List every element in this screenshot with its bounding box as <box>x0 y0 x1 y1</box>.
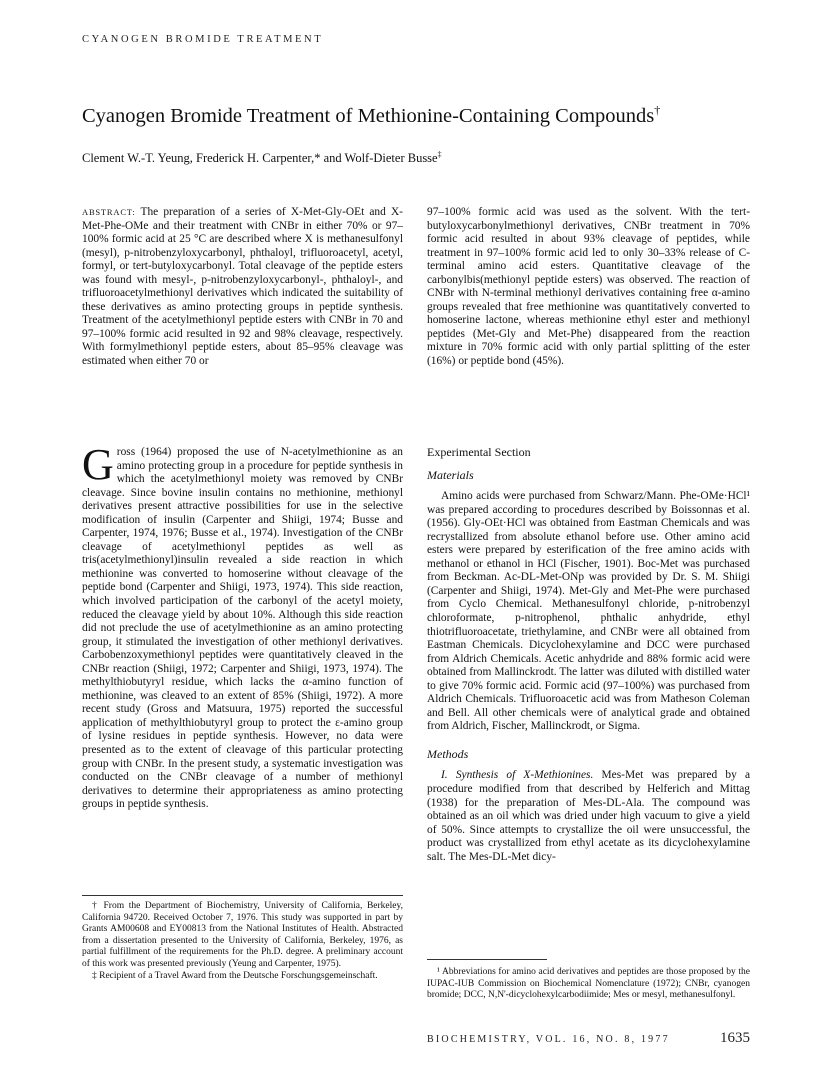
footnote-abbreviations: ¹ Abbreviations for amino acid derivatives and peptides are those proposed by the IUPAC-IUB Commission on Biochemical Nomenclature (1972); CNBr, cyanogen bromide; DCC, N,N'-dicyclohexylcarbodiimide; Mes or mesyl, methanesulfonyl. <box>427 967 750 1001</box>
methods-subhead: I. Synthesis of X-Methionines. <box>441 769 594 782</box>
footnote-travel-award: ‡ Recipient of a Travel Award from the Deutsche Forschungsgemeinschaft. <box>92 970 378 981</box>
footnotes-left <box>82 901 403 982</box>
abstract-label: ABSTRACT: <box>82 207 136 217</box>
intro-text: ross (1964) proposed the use of N-acetylmethionine as an amino protecting group in a procedure for peptide synthesis in which the acetylmethionyl moiety was removed by CNBr cleavage. Since bovine insulin contains no methionine, methionyl derivatives present attractive possibilities for use in the selective modification of insulin (Carpenter and Shiigi, 1974; Busse and Carpenter, 1974, 1976; Busse et al., 1974). Investigation of the CNBr cleavage of acetylmethionyl peptides as well as tris(acetylmethionyl)insulin revealed a side reaction in which methionine was converted to homoserine without cleavage of the peptide bond (Carpenter and Shiigi, 1973, 1974). This side reaction, which involved participation of the carbonyl of the acetyl moiety, reduced the cleavage yield by about 10%. Although this side reaction did not preclude the use of acetylmethionine as an amino protecting group, it stimulated the investigation of other methionyl derivatives. Carbobenzoxymethionyl peptides were quantitatively cleaved in the CNBr reaction (Shiigi, 1972; Carpenter and Shiigi, 1973, 1974). The methylthiobutyryl residue, which lacks the α-amino function of methionine, was cleaved to an extent of 85% (Shiigi, 1972). A more recent study (Gross and Matsuura, 1975) reported the successful application of methylthiobutyryl group to protect the ε-amino group of lysine residues in peptide synthesis. However, no data were presented as to the extent of cleavage of this particular protecting group with CNBr. In the present study, a systematic investigation was conducted on the CNBr cleavage of a number of methionyl derivatives to determine their appropriateness as amino protecting groups in peptide synthesis. <box>82 446 403 811</box>
drop-cap: G <box>82 440 114 489</box>
methods-paragraph <box>427 769 750 864</box>
journal-citation: BIOCHEMISTRY, VOL. 16, NO. 8, 1977 <box>427 1034 670 1045</box>
running-header: CYANOGEN BROMIDE TREATMENT <box>82 34 324 45</box>
intro-column <box>82 440 403 812</box>
author-list <box>82 150 762 166</box>
materials-paragraph: Amino acids were purchased from Schwarz/Mann. Phe-OMe·HCl¹ was prepared according to procedures described by Boissonnas et al. (1956). Gly-OEt·HCl was obtained from Eastman Chemicals and was recrystallized from absolute ethanol before use. Other amino acid esters were prepared by esterification of the free amino acids with methanol or ethanol in HCl (Fischer, 1901). Boc-Met was purchased from Beckman. Ac-DL-Met-ONp was provided by Dr. S. M. Shiigi (Carpenter and Shiigi, 1974). Met-Gly and Met-Phe were purchased from Cyclo Chemical. Methanesulfonyl chloride, p-nitrobenzyl chloroformate, p-nitrophenol, phthalic anhydride, ethyl thiotrifluoroacetate, triethylamine, and CNBr were all obtained from Eastman Chemicals. Dicyclohexylamine and DCC were purchased from Aldrich Chemicals. Acetic anhydride and 88% formic acid were obtained from Mallinckrodt. The latter was diluted with distilled water to give 70% formic acid. Formic acid (97–100%) was purchased from Aldrich Chemicals. Trifluoroacetic acid was from Matheson Coleman and Bell. All other chemicals were of analytical grade and obtained from Aldrich, Fischer, Mallinckrodt, or Sigma. <box>427 490 750 733</box>
article-title <box>82 103 762 128</box>
abstract-left-text: The preparation of a series of X-Met-Gly-OEt and X-Met-Phe-OMe and their treatment with CNBr in either 70% or 97–100% formic acid at 25 °C are described where X is methanesulfonyl (mesyl), p-nitrobenzyloxycarbonyl, phthaloyl, trifluoroacetyl, acetyl, formyl, or tert-butyloxycarbonyl. Total cleavage of the peptide esters was found with mesyl-, p-nitrobenzyloxycarbonyl-, phthaloyl-, and trifluoroacetylmethionyl derivatives which indicated the suitability of these derivatives as amino protecting groups in peptide synthesis. Treatment of the acetylmethionyl peptide esters with CNBr in 70 and 97–100% formic acid resulted in 92 and 98% cleavage, respectively. With formylmethionyl peptide esters, about 85–95% cleavage was estimated when either 70 or <box>82 206 403 368</box>
page-number: 1635 <box>720 1030 750 1046</box>
abstract-right-column <box>427 206 750 369</box>
footnote-affiliation: † From the Department of Biochemistry, University of California, Berkeley, California 94720. Received October 7, 1976. This study was supported in part by Grants AM00608 and EY00813 from the National Institutes of Health. Abstracted from a dissertation presented to the University of California, Berkeley, 1976, as partial fulfillment of the requirements for the Ph.D. degree. A preliminary account of this work was presented previously (Yeung and Carpenter, 1975). <box>82 901 403 969</box>
authors-footnote-mark: ‡ <box>437 150 442 159</box>
title-text: Cyanogen Bromide Treatment of Methionine-Containing Compounds <box>82 104 655 127</box>
footnote-divider-left <box>82 895 403 896</box>
abstract-right-text: 97–100% formic acid was used as the solvent. With the tert-butyloxycarbonylmethionyl derivatives, CNBr treatment in 70% formic acid resulted in about 93% cleavage of peptides, while treatment in 97–100% formic acid led to only 30–33% release of C-terminal amino acid esters. Quantitative cleavage of the carbonylbis(methionyl peptide esters) was observed. The reaction of CNBr with N-terminal methionyl derivatives containing free α-amino groups revealed that free methionine was quantitatively converted to homoserine lactone, whereas methionine ethyl ester and methionyl peptides (Met-Gly and Met-Phe) disappeared from the reaction mixture in 70% formic acid with only partial splitting of the ester (16%) or peptide bond (45%). <box>427 206 750 368</box>
authors-text: Clement W.-T. Yeung, Frederick H. Carpenter,* and Wolf-Dieter Busse <box>82 151 438 166</box>
footnotes-right <box>427 967 750 1002</box>
abstract-left-column <box>82 206 403 369</box>
materials-heading: Materials <box>427 467 474 482</box>
experimental-column <box>427 446 750 864</box>
title-footnote-mark: † <box>654 103 661 117</box>
experimental-heading: Experimental Section <box>427 445 531 459</box>
footnote-divider-right <box>427 959 547 960</box>
methods-text: Mes-Met was prepared by a procedure modified from that described by Helferich and Mittag (1938) for the preparation of Mes-DL-Ala. The compound was obtained as an oil which was dried under high vacuum to give a yield of 50%. Since attempts to crystallize the oil were unsuccessful, the product was crystallized from ethyl acetate as its dicyclohexylamine salt. The Mes-DL-Met dicy- <box>427 769 751 863</box>
page-footer <box>427 1030 750 1047</box>
methods-heading: Methods <box>427 746 469 761</box>
